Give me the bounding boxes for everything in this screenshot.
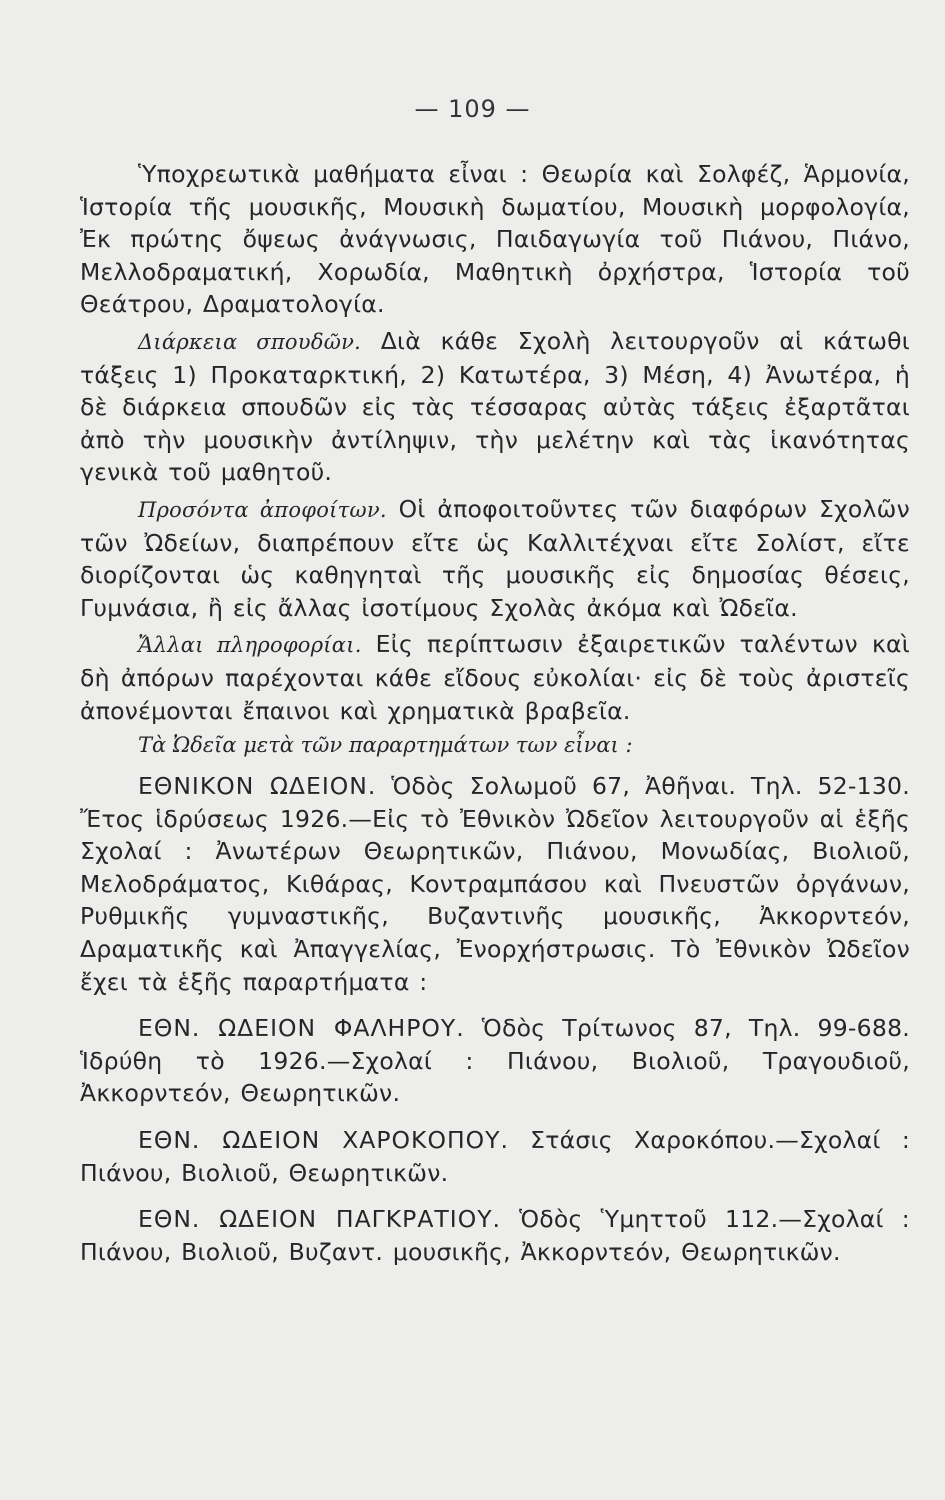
national-conservatory-text: Ὁδὸς Σολωμοῦ 67, Ἀθῆναι. Τηλ. 52-130. Ἔτος ἱδρύσεως 1926.—Εἰς τὸ Ἐθνικὸν Ὠδεῖον λειτουργοῦν αἱ ἑξῆς Σχολαί : Ἀνωτέρων Θεωρητικῶν, Πιάνου, Μονωδίας, Βιολιοῦ, Μελοδράματος, Κιθάρας, Κοντραμπάσου καὶ Πνευστῶν ὀργάνων, Ρυθμικῆς γυμναστικῆς, Βυζαντινῆς μουσικῆς, Ἀκκορντεόν, Δραματικῆς καὶ Ἀπαγγελίας, Ἐνορχήστρωσις. Τὸ Ἐθνικὸν Ὠδεῖον ἔχει τὰ ἑξῆς παραρτήματα : (80, 772, 910, 996)
charokopou-branch-entry (80, 1124, 910, 1189)
pagkratiou-branch-name: ΕΘΝ. ΩΔΕΙΟΝ ΠΑΓΚΡΑΤΙΟΥ. (138, 1205, 502, 1234)
faliro-branch-text: Ὁδὸς Τρίτωνος 87, Τηλ. 99-688. Ἱδρύθη τὸ 1926.—Σχολαί : Πιάνου, Βιολιοῦ, Τραγουδιοῦ, Ἀκκορντεόν, Θεωρητικῶν. (80, 1014, 910, 1108)
page-number: — 109 — (414, 95, 531, 123)
compulsory-subjects-paragraph: Ὑποχρεωτικὰ μαθήματα εἶναι : Θεωρία καὶ Σολφέζ, Ἁρμονία, Ἱστορία τῆς μουσικῆς, Μουσικὴ δωματίου, Μουσικὴ μορφολογία, Ἐκ πρώτης ὄψεως ἀνάγνωσις, Παιδαγωγία τοῦ Πιάνου, Πιάνο, Μελλοδραματική, Χορωδία, Μαθητικὴ ὀρχήστρα, Ἱστορία τοῦ Θεάτρου, Δραματολογία. (80, 160, 910, 319)
page-body (80, 158, 910, 1268)
study-duration-text: Διὰ κάθε Σχολὴ λειτουργοῦν αἱ κάτωθι τάξεις 1) Προκαταρκτική, 2) Κατωτέρα, 3) Μέση, 4) Ἀνωτέρα, ἡ δὲ διάρκεια σπουδῶν εἰς τὰς τέσσαρας αὐτὰς τάξεις ἐξαρτᾶται ἀπὸ τὴν μουσικὴν ἀντίληψιν, τὴν μελέτην καὶ τὰς ἱκανότητας γενικὰ τοῦ μαθητοῦ. (80, 326, 910, 487)
faliro-branch-name: ΕΘΝ. ΩΔΕΙΟΝ ΦΑΛΗΡΟΥ. (138, 1014, 465, 1043)
faliro-branch-entry (80, 1012, 910, 1110)
charokopou-branch-name: ΕΘΝ. ΩΔΕΙΟΝ ΧΑΡΟΚΟΠΟΥ. (138, 1126, 509, 1155)
charokopou-branch-text: Στάσις Χαροκόπου.—Σχολαί : Πιάνου, Βιολιοῦ, Θεωρητικῶν. (80, 1126, 910, 1187)
study-duration-lead: Διάρκεια σπουδῶν. (138, 329, 362, 354)
graduate-qualifications-text: Οἱ ἀποφοιτοῦντες τῶν διαφόρων Σχολῶν τῶν Ὠδείων, διαπρέπουν εἴτε ὡς Καλλιτέχναι εἴτε Σολίστ, εἴτε διορίζονται ὡς καθηγηταὶ τῆς μουσικῆς εἰς δημοσίας θέσεις, Γυμνάσια, ἢ εἰς ἄλλας ἰσοτίμους Σχολὰς ἀκόμα καὶ Ὠδεῖα. (80, 494, 910, 622)
graduate-qualifications-paragraph (80, 493, 910, 624)
other-information-paragraph (80, 628, 910, 727)
graduate-qualifications-lead: Προσόντα ἀποφοίτων. (138, 497, 387, 522)
study-duration-paragraph (80, 325, 910, 489)
other-information-lead: Ἄλλαι πληροφορίαι. (138, 633, 362, 658)
national-conservatory-entry (80, 770, 910, 998)
other-information-text: Εἰς περίπτωσιν ἐξαιρετικῶν ταλέντων καὶ δὴ ἀπόρων παρέχονται κάθε εἴδους εὐκολίαι· εἰς δὲ τοὺς ἀριστεῖς ἀπονέμονται ἔπαινοι καὶ χρηματικὰ βραβεῖα. (80, 630, 910, 725)
national-conservatory-name: ΕΘΝΙΚΟΝ ΩΔΕΙΟΝ. (138, 772, 377, 801)
pagkratiou-branch-text: Ὁδὸς Ὑμηττοῦ 112.—Σχολαί : Πιάνου, Βιολιοῦ, Βυζαντ. μουσικῆς, Ἀκκορντεόν, Θεωρητικῶν. (80, 1205, 910, 1266)
pagkratiou-branch-entry (80, 1203, 910, 1268)
branches-heading: Τὰ Ὠδεῖα μετὰ τῶν παραρτημάτων των εἶναι : (138, 733, 633, 758)
